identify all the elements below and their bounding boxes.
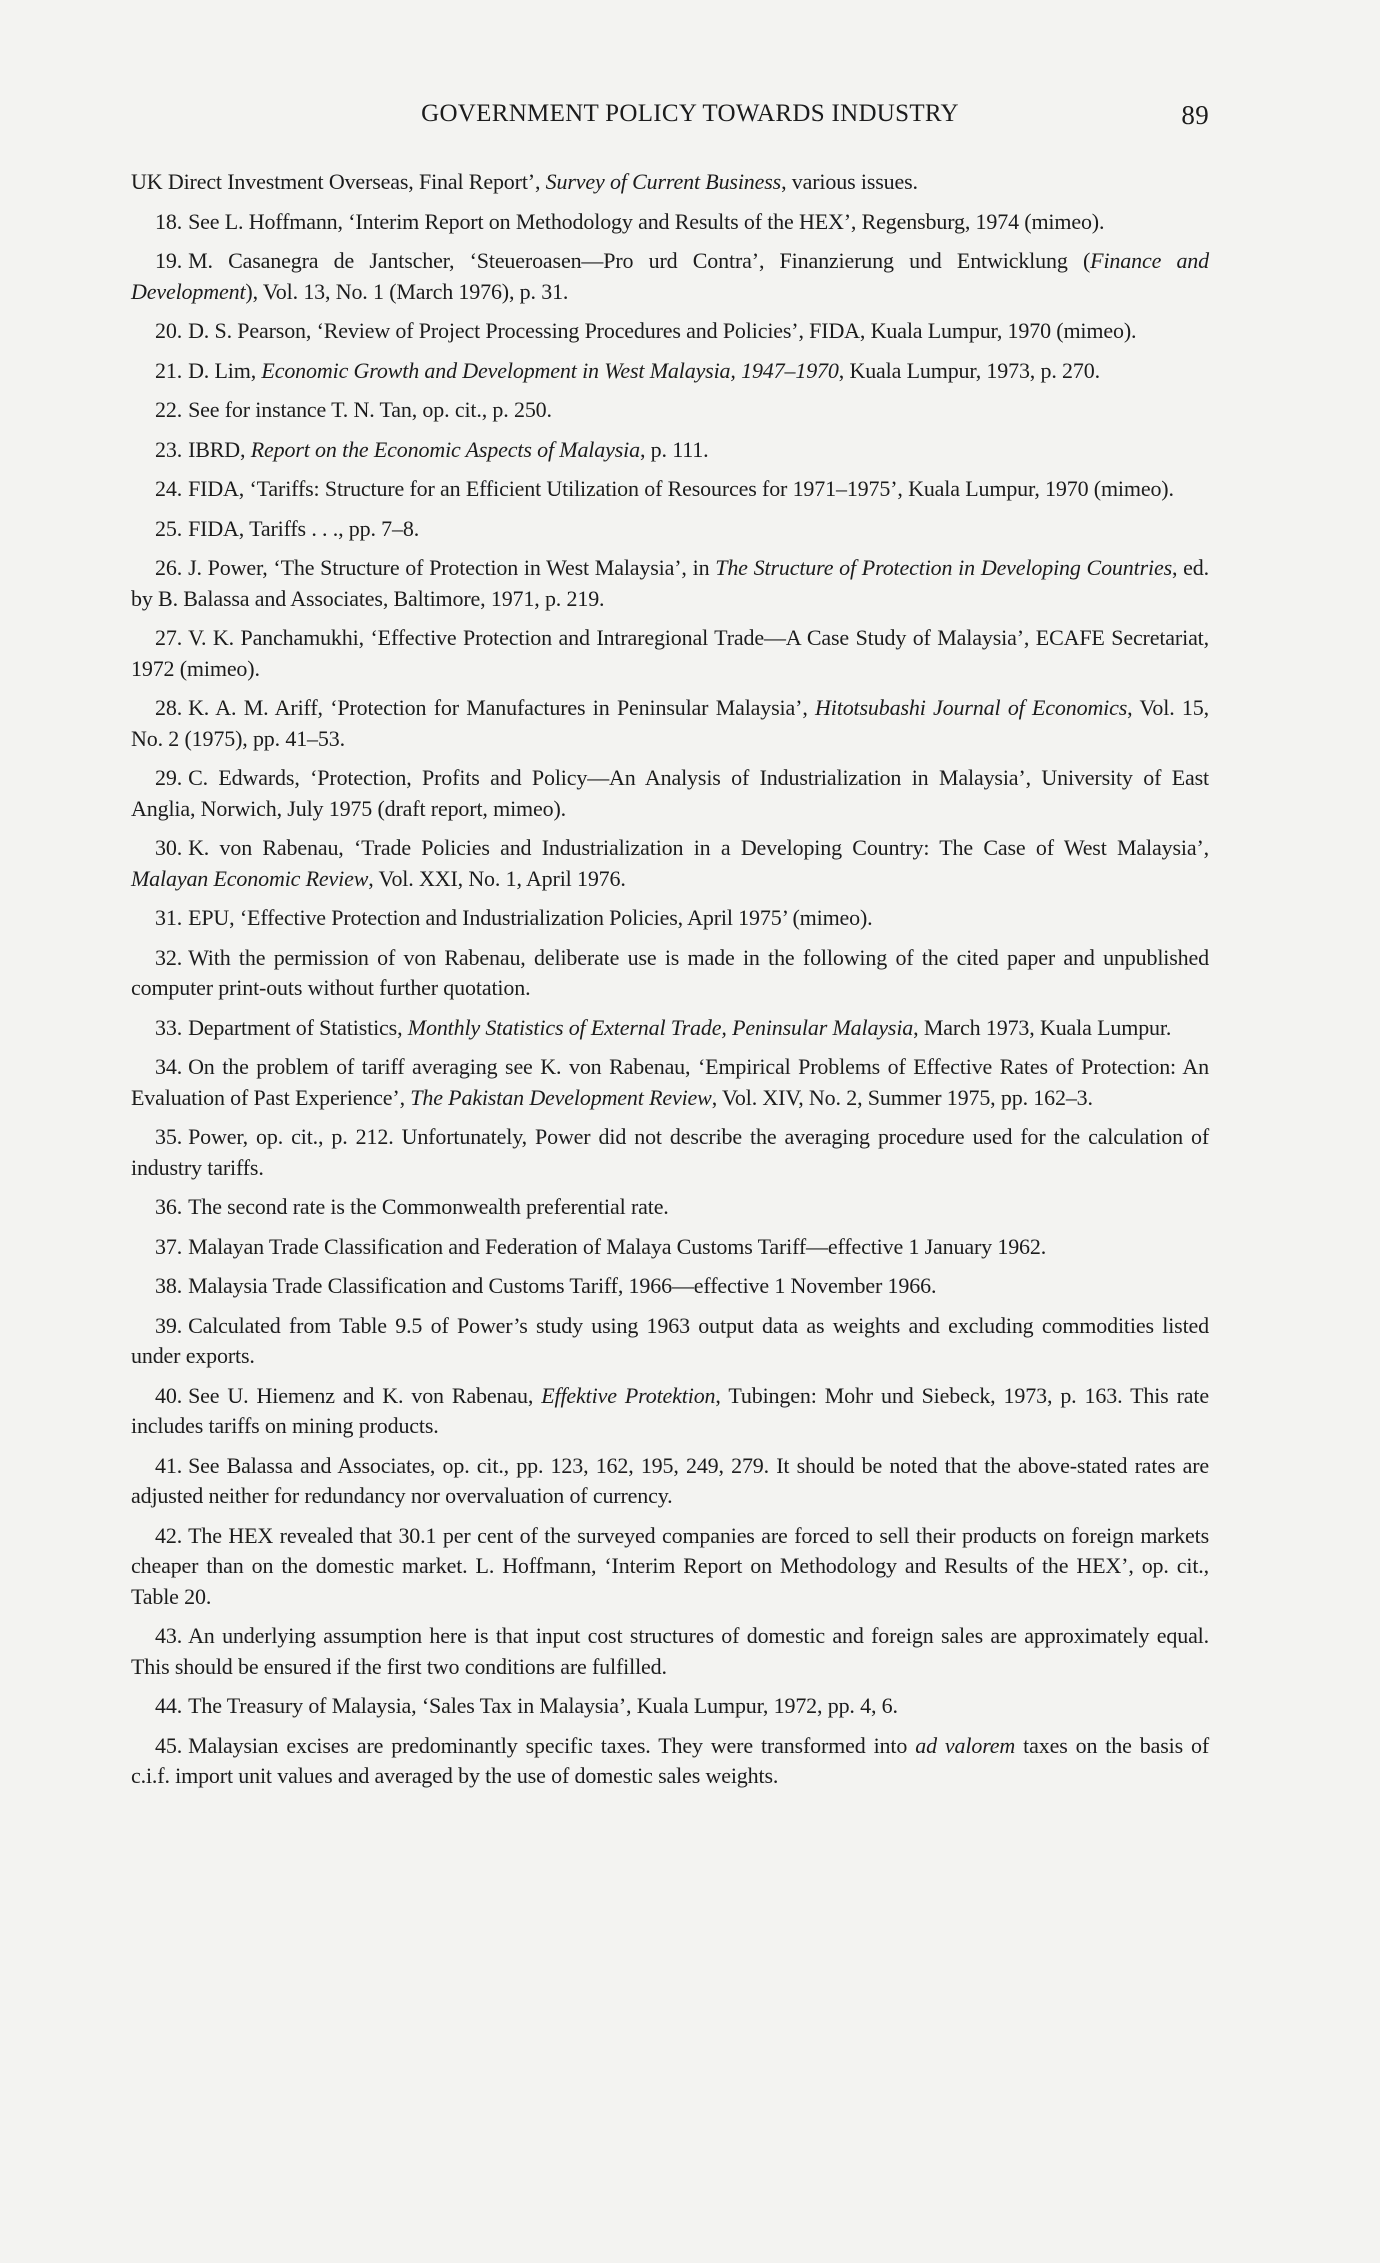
endnote-text: D. S. Pearson, ‘Review of Project Processing Procedures and Policies’, FIDA, Kuala Lumpur, 1970 (mimeo). <box>188 318 1137 343</box>
endnote-text: On the problem of tariff averaging see K. von Rabenau, ‘Empirical Problems of Effective Rates of Protection: An Evaluation of Past Experience’, <box>131 1054 1209 1110</box>
endnote-text: , Tubingen: Mohr und Siebeck, 1973, p. 163. This rate includes tariffs on mining products. <box>131 1382 1209 1438</box>
italic-title-text: ad valorem <box>915 1732 1016 1758</box>
italic-title-text: The Structure of Protection in Developing Countries <box>715 555 1172 580</box>
italic-title-text: Report on the Economic Aspects of Malaysia <box>250 436 640 462</box>
endnote-text: , Vol. XIV, No. 2, Summer 1975, pp. 162–3. <box>711 1084 1093 1110</box>
endnote-number: 33. <box>155 1014 183 1040</box>
endnote-number: 19. <box>155 248 183 273</box>
endnote-number: 22. <box>155 397 183 422</box>
endnote-text: Department of Statistics, <box>188 1014 408 1040</box>
endnote-text: , ed. by B. Balassa and Associates, Baltimore, 1971, p. 219. <box>131 555 1209 611</box>
endnote-text: UK Direct Investment Overseas, Final Report’, <box>131 169 546 194</box>
endnote <box>131 395 1209 426</box>
italic-title-text: Malayan Economic Review <box>131 865 369 891</box>
italic-title-text: Finance and Development <box>131 248 1210 304</box>
endnote-text: M. Casanegra de Jantscher, ‘Steueroasen—Pro urd Contra’, Finanzierung und Entwicklung ( <box>188 248 1091 273</box>
italic-title-text: Economic Growth and Development in West Malaysia, 1947–1970 <box>261 357 839 383</box>
endnote-text: , March 1973, Kuala Lumpur. <box>913 1014 1172 1040</box>
endnote-number: 26. <box>155 555 183 580</box>
endnote <box>131 553 1209 614</box>
endnote-number: 45. <box>155 1732 183 1758</box>
italic-title-text: Survey of Current Business <box>545 169 782 194</box>
endnote <box>131 514 1209 545</box>
endnote <box>131 763 1209 824</box>
endnote-text: EPU, ‘Effective Protection and Industrialization Policies, April 1975’ (mimeo). <box>188 905 873 930</box>
endnote-number: 34. <box>155 1054 183 1079</box>
endnote-number: 24. <box>155 476 183 501</box>
endnote-text: The Treasury of Malaysia, ‘Sales Tax in Malaysia’, Kuala Lumpur, 1972, pp. 4, 6. <box>188 1693 898 1718</box>
endnote <box>131 1271 1209 1302</box>
endnote <box>131 1192 1209 1223</box>
endnote-text: C. Edwards, ‘Protection, Profits and Policy—An Analysis of Industrialization in Malaysia’, University of East Anglia, Norwich, July 1975 (draft report, mimeo). <box>131 765 1209 821</box>
endnote-text: See U. Hiemenz and K. von Rabenau, <box>188 1382 542 1408</box>
endnote-number: 21. <box>155 357 183 383</box>
endnote-number: 35. <box>155 1124 183 1149</box>
endnote <box>131 1122 1209 1183</box>
endnote-text: Malayan Trade Classification and Federation of Malaya Customs Tariff—effective 1 January 1962. <box>188 1233 1047 1259</box>
endnote-text: See L. Hoffmann, ‘Interim Report on Methodology and Results of the HEX’, Regensburg, 1974 (mimeo). <box>188 208 1105 234</box>
endnote-text: See Balassa and Associates, op. cit., pp. 123, 162, 195, 249, 279. It should be noted that the above-stated rates are adjusted neither for redundancy nor overvaluation of currency. <box>131 1452 1209 1508</box>
endnote-text: FIDA, ‘Tariffs: Structure for an Efficient Utilization of Resources for 1971–1975’, Kuala Lumpur, 1970 (mimeo). <box>188 476 1174 501</box>
endnote-text: , Vol. 15, No. 2 (1975), pp. 41–53. <box>131 695 1209 751</box>
endnote-text: , Kuala Lumpur, 1973, p. 270. <box>838 357 1100 383</box>
endnote-text: Malaysia Trade Classification and Customs Tariff, 1966—effective 1 November 1966. <box>188 1273 937 1298</box>
endnote <box>131 1621 1209 1682</box>
endnote-continuation <box>131 167 1209 198</box>
endnote-number: 23. <box>155 436 183 462</box>
endnote-number: 28. <box>155 695 183 720</box>
endnote-text: D. Lim, <box>188 357 262 383</box>
endnote-text: See for instance T. N. Tan, op. cit., p. 250. <box>188 397 552 422</box>
italic-title-text: Effektive Protektion <box>541 1382 716 1408</box>
page-number: 89 <box>1181 100 1209 130</box>
endnote <box>131 623 1209 684</box>
endnote-number: 25. <box>155 515 183 541</box>
endnote-number: 36. <box>155 1194 183 1219</box>
endnote-number: 18. <box>155 208 183 234</box>
endnote <box>131 207 1209 238</box>
endnote-number: 39. <box>155 1312 183 1338</box>
italic-title-text: The Pakistan Development Review <box>410 1084 712 1110</box>
italic-title-text: Monthly Statistics of External Trade, Peninsular Malaysia <box>407 1014 914 1040</box>
endnote-text: With the permission of von Rabenau, deliberate use is made in the following of the cited paper and unpublished computer print-outs without further quotation. <box>131 944 1209 1000</box>
endnote-number: 29. <box>155 765 183 790</box>
endnote <box>131 435 1209 466</box>
endnote-number: 40. <box>155 1382 183 1408</box>
endnote-text: The HEX revealed that 30.1 per cent of the surveyed companies are forced to sell their products on foreign markets cheaper than on the domestic market. L. Hoffmann, ‘Interim Report on Methodology and Results of the HEX’, op. cit., Table 20. <box>131 1522 1209 1609</box>
endnote-text: K. von Rabenau, ‘Trade Policies and Industrialization in a Developing Country: The Case of West Malaysia’, <box>188 835 1209 860</box>
endnote <box>131 1311 1209 1372</box>
endnote-number: 27. <box>155 625 183 650</box>
endnote-number: 42. <box>155 1522 183 1548</box>
endnote-number: 38. <box>155 1273 183 1298</box>
endnote <box>131 1521 1209 1613</box>
endnote <box>131 316 1209 347</box>
endnote-text: Malaysian excises are predominantly specific taxes. They were transformed into <box>188 1732 916 1758</box>
running-header <box>131 100 1209 140</box>
endnote <box>131 356 1209 387</box>
endnote <box>131 1381 1209 1442</box>
endnote <box>131 1013 1209 1044</box>
endnotes-list <box>131 167 1209 1801</box>
endnote-text: V. K. Panchamukhi, ‘Effective Protection and Intraregional Trade—A Case Study of Malaysia’, ECAFE Secretariat, 1972 (mimeo). <box>131 625 1209 681</box>
endnote <box>131 1052 1209 1113</box>
endnote-text: FIDA, Tariffs . . ., pp. 7–8. <box>188 515 420 541</box>
endnote <box>131 943 1209 1004</box>
endnote-text: An underlying assumption here is that input cost structures of domestic and foreign sales are approximately equal. This should be ensured if the first two conditions are fulfilled. <box>131 1623 1209 1679</box>
endnote-text: IBRD, <box>188 436 251 462</box>
endnote <box>131 903 1209 934</box>
endnote-number: 31. <box>155 905 183 930</box>
endnote <box>131 246 1209 307</box>
endnote-number: 20. <box>155 318 183 343</box>
endnote-number: 30. <box>155 835 183 860</box>
endnote-text: The second rate is the Commonwealth preferential rate. <box>188 1194 669 1219</box>
endnote <box>131 833 1209 894</box>
endnote <box>131 693 1209 754</box>
italic-title-text: Hitotsubashi Journal of Economics <box>815 695 1128 720</box>
endnote-text: ), Vol. 13, No. 1 (March 1976), p. 31. <box>245 278 569 304</box>
endnote <box>131 474 1209 505</box>
endnote <box>131 1451 1209 1512</box>
endnote-text: K. A. M. Ariff, ‘Protection for Manufactures in Peninsular Malaysia’, <box>188 695 816 720</box>
endnote <box>131 1232 1209 1263</box>
endnote-text: , Vol. XXI, No. 1, April 1976. <box>368 865 626 891</box>
running-head-title: GOVERNMENT POLICY TOWARDS INDUSTRY <box>421 100 959 127</box>
endnote-text: Calculated from Table 9.5 of Power’s study using 1963 output data as weights and excluding commodities listed under exports. <box>131 1312 1209 1368</box>
endnote-text: Power, op. cit., p. 212. Unfortunately, Power did not describe the averaging procedure used for the calculation of industry tariffs. <box>131 1124 1209 1180</box>
endnote-number: 43. <box>155 1623 183 1648</box>
endnote-text: J. Power, ‘The Structure of Protection in West Malaysia’, in <box>188 555 716 580</box>
endnote-number: 32. <box>155 944 183 970</box>
endnote-text: , various issues. <box>781 169 918 194</box>
endnote-number: 37. <box>155 1233 183 1259</box>
endnote-text: taxes on the basis of c.i.f. import unit values and averaged by the use of domestic sales weights. <box>131 1732 1210 1788</box>
endnote-number: 44. <box>155 1693 183 1718</box>
endnote <box>131 1731 1209 1792</box>
endnote <box>131 1691 1209 1722</box>
endnote-text: , p. 111. <box>639 436 709 462</box>
endnote-number: 41. <box>155 1452 183 1478</box>
